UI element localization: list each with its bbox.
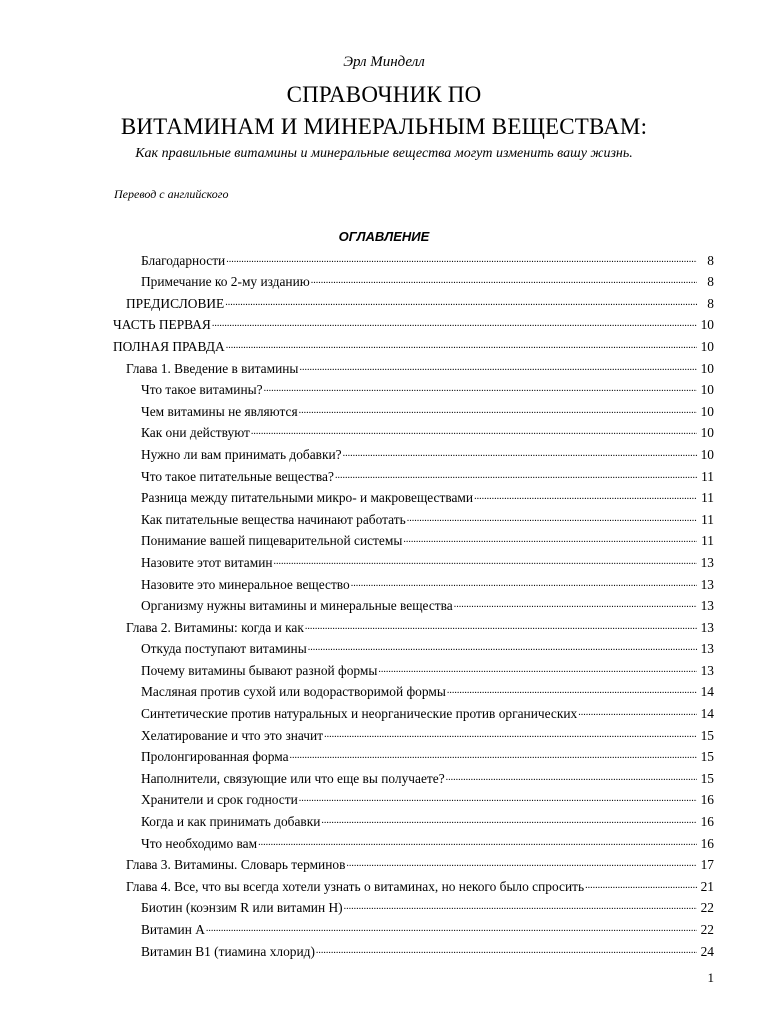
toc-entry-label: Синтетические против натуральных и неорганические против органических — [141, 706, 578, 722]
toc-entry-label: ПРЕДИСЛОВИЕ — [126, 295, 225, 311]
toc-dot-leader — [305, 620, 697, 634]
toc-entry-label: ПОЛНАЯ ПРАВДА — [113, 338, 225, 354]
toc-entry-page-number: 16 — [700, 814, 714, 830]
toc-entry-page-number: 10 — [700, 317, 714, 333]
toc-entry-page-number: 11 — [701, 490, 714, 506]
toc-entry-label: Когда и как принимать добавки — [141, 814, 321, 830]
toc-entry-label: Назовите этот витамин — [141, 554, 273, 570]
toc-entry-page-number: 14 — [700, 684, 714, 700]
toc-dot-leader — [403, 533, 697, 547]
toc-dot-leader — [251, 425, 697, 439]
toc-entry-page-number: 11 — [701, 511, 714, 527]
toc-entry-label: Биотин (коэнзим R или витамин H) — [141, 900, 343, 916]
toc-dot-leader — [324, 728, 697, 742]
toc-entry-page-number: 22 — [700, 900, 714, 916]
toc-entry[interactable] — [0, 441, 768, 463]
toc-heading: ОГЛАВЛЕНИЕ — [338, 229, 430, 244]
toc-entry-label: Примечание ко 2-му изданию — [141, 274, 310, 290]
toc-entry[interactable] — [0, 506, 768, 528]
toc-entry-page-number: 13 — [700, 598, 714, 614]
toc-entry[interactable] — [0, 290, 768, 312]
toc-entry-label: Хранители и срок годности — [141, 792, 298, 808]
toc-entry[interactable] — [0, 571, 768, 593]
toc-dot-leader — [454, 598, 697, 612]
toc-dot-leader — [299, 404, 697, 418]
toc-entry-page-number: 10 — [700, 425, 714, 441]
toc-entry[interactable] — [0, 852, 768, 874]
toc-entry-page-number: 10 — [700, 403, 714, 419]
toc-entry[interactable] — [0, 657, 768, 679]
toc-entry-label: Витамин В1 (тиамина хлорид) — [141, 943, 315, 959]
toc-entry[interactable] — [0, 636, 768, 658]
toc-entry-label: Глава 4. Все, что вы всегда хотели узнать о витаминах, но некого было спросить — [126, 878, 585, 894]
toc-entry-page-number: 10 — [700, 360, 714, 376]
toc-entry-label: Витамин А — [141, 922, 205, 937]
toc-entry[interactable] — [0, 377, 768, 399]
toc-entry-label: Разница между питательными микро- и макровеществами — [141, 490, 474, 506]
toc-entry[interactable] — [0, 333, 768, 355]
toc-entry[interactable] — [0, 312, 768, 334]
toc-dot-leader — [446, 771, 697, 785]
page-number: 1 — [707, 970, 714, 985]
toc-entry-label: Откуда поступают витамины — [141, 641, 307, 657]
toc-entry-label: Глава 2. Витамины: когда и как — [126, 619, 304, 635]
toc-dot-leader — [308, 641, 697, 655]
toc-entry[interactable] — [0, 808, 768, 830]
toc-entry[interactable] — [0, 787, 768, 809]
toc-entry[interactable] — [0, 614, 768, 636]
toc-entry-page-number: 15 — [700, 770, 714, 786]
toc-dot-leader — [343, 447, 697, 461]
toc-entry[interactable] — [0, 420, 768, 442]
toc-entry-page-number: 10 — [700, 382, 714, 398]
toc-dot-leader — [378, 663, 697, 677]
toc-entry[interactable] — [0, 247, 768, 269]
toc-entry-label: Почему витамины бывают разной формы — [141, 662, 378, 678]
toc-entry[interactable] — [0, 744, 768, 766]
toc-dot-leader — [474, 490, 697, 504]
toc-entry-label: Что такое витамины? — [141, 382, 263, 398]
toc-entry-page-number: 8 — [707, 252, 714, 268]
toc-dot-leader — [225, 296, 697, 310]
toc-entry-page-number: 13 — [700, 554, 714, 570]
toc-entry[interactable] — [0, 765, 768, 787]
toc-entry[interactable] — [0, 549, 768, 571]
toc-entry-page-number: 8 — [707, 274, 714, 290]
toc-dot-leader — [346, 857, 697, 871]
toc-entry-label: Глава 1. Введение в витамины — [126, 360, 299, 376]
toc-dot-leader — [351, 577, 697, 591]
toc-entry-page-number: 15 — [700, 749, 714, 765]
toc-entry-page-number: 10 — [700, 446, 714, 462]
toc-entry-page-number: 13 — [700, 662, 714, 678]
toc-entry[interactable] — [0, 916, 768, 938]
toc-entry-label: Назовите это минеральное вещество — [141, 576, 350, 592]
author-name: Эрл Минделл — [343, 54, 425, 70]
toc-dot-leader — [311, 274, 697, 288]
toc-entry-page-number: 11 — [701, 533, 714, 549]
toc-dot-leader — [226, 253, 697, 267]
toc-entry-page-number: 15 — [700, 727, 714, 743]
toc-entry[interactable] — [0, 938, 768, 960]
toc-dot-leader — [258, 836, 697, 850]
toc-entry[interactable] — [0, 269, 768, 291]
toc-dot-leader — [335, 469, 697, 483]
toc-dot-leader — [316, 944, 697, 958]
book-subtitle: Как правильные витамины и минеральные вещества могут изменить вашу жизнь. — [135, 146, 633, 161]
toc-entry-label: Пролонгированная форма — [141, 749, 289, 765]
toc-entry-label: Благодарности — [141, 252, 226, 268]
toc-entry-label: Чем витамины не являются — [141, 403, 298, 419]
toc-entry-label: Что такое питательные вещества? — [141, 468, 334, 484]
toc-entry-label: Глава 3. Витамины. Словарь терминов — [126, 857, 346, 873]
toc-entry-page-number: 21 — [700, 878, 714, 894]
toc-entry-page-number: 14 — [700, 706, 714, 722]
toc-dot-leader — [206, 922, 697, 936]
toc-dot-leader — [447, 684, 697, 698]
toc-entry-label: Как питательные вещества начинают работать — [141, 511, 406, 527]
toc-entry[interactable] — [0, 528, 768, 550]
toc-entry[interactable] — [0, 830, 768, 852]
toc-entry-page-number: 16 — [700, 792, 714, 808]
toc-entry[interactable] — [0, 355, 768, 377]
toc-entry[interactable] — [0, 700, 768, 722]
toc-entry-page-number: 17 — [700, 857, 714, 873]
toc-entry-page-number: 13 — [700, 641, 714, 657]
toc-entry-page-number: 24 — [700, 943, 714, 959]
toc-dot-leader — [274, 555, 697, 569]
toc-dot-leader — [264, 382, 697, 396]
toc-entry-page-number: 13 — [700, 619, 714, 635]
toc-entry[interactable] — [0, 895, 768, 917]
toc-entry[interactable] — [0, 485, 768, 507]
toc-entry-label: ЧАСТЬ ПЕРВАЯ — [113, 317, 211, 333]
toc-entry-page-number: 11 — [701, 468, 714, 484]
toc-entry-page-number: 10 — [700, 338, 714, 354]
toc-entry-label: Хелатирование и что это значит — [141, 727, 324, 743]
toc-dot-leader — [299, 361, 697, 375]
toc-dot-leader — [585, 879, 697, 893]
toc-entry[interactable] — [0, 873, 768, 895]
book-title-line-2: ВИТАМИНАМ И МИНЕРАЛЬНЫМ ВЕЩЕСТВАМ: — [120, 114, 648, 139]
toc-entry-label: Нужно ли вам принимать добавки? — [141, 446, 342, 462]
toc-entry-page-number: 8 — [707, 295, 714, 311]
toc-dot-leader — [299, 792, 697, 806]
toc-entry-page-number: 22 — [700, 922, 714, 937]
toc-entry-label: Наполнители, связующие или что еще вы получаете? — [141, 770, 445, 786]
toc-entry[interactable] — [0, 593, 768, 615]
toc-dot-leader — [212, 317, 697, 331]
toc-entry-label: Что необходимо вам — [141, 835, 258, 851]
translation-note: Перевод с английского — [114, 187, 229, 201]
toc-entry[interactable] — [0, 398, 768, 420]
toc-entry-page-number: 13 — [700, 576, 714, 592]
toc-dot-leader — [290, 749, 697, 763]
toc-entry-label: Масляная против сухой или водорастворимой формы — [141, 684, 446, 700]
book-title-line-1: СПРАВОЧНИК ПО — [286, 82, 482, 107]
toc-entry[interactable] — [0, 679, 768, 701]
table-of-contents — [0, 247, 768, 960]
toc-dot-leader — [578, 706, 697, 720]
toc-dot-leader — [321, 814, 697, 828]
toc-entry-label: Понимание вашей пищеварительной системы — [141, 533, 403, 549]
toc-dot-leader — [344, 900, 697, 914]
toc-entry-label: Организму нужны витамины и минеральные вещества — [141, 598, 453, 614]
toc-entry[interactable] — [0, 463, 768, 485]
toc-entry-label: Как они действуют — [141, 425, 250, 441]
toc-entry[interactable] — [0, 722, 768, 744]
toc-entry-page-number: 16 — [700, 835, 714, 851]
toc-dot-leader — [226, 339, 697, 353]
toc-dot-leader — [407, 512, 697, 526]
